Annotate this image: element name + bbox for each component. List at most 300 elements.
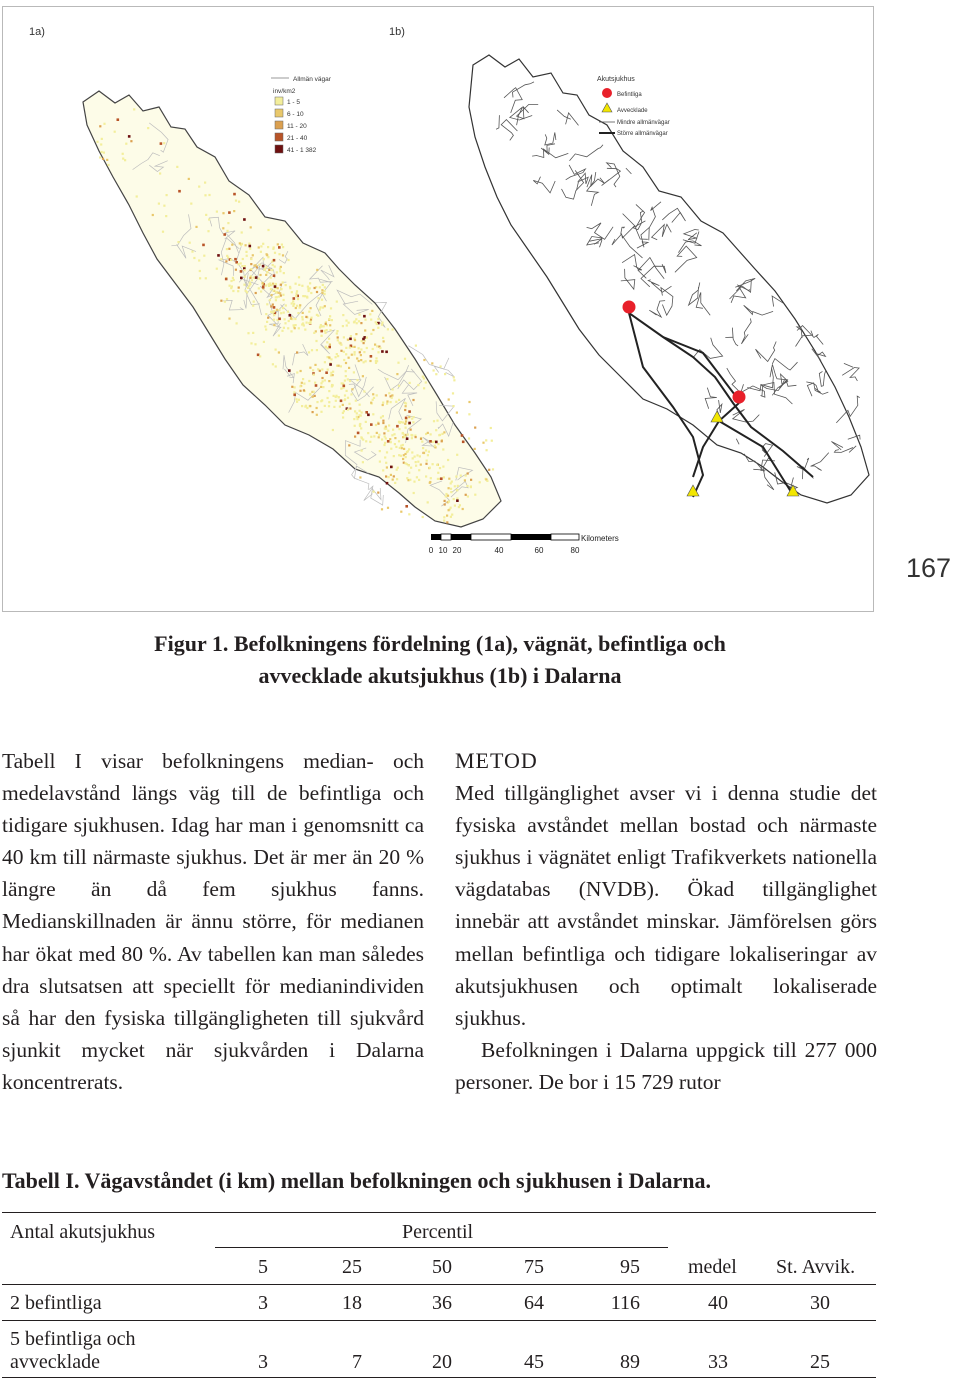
population-dot <box>280 266 282 268</box>
population-dot <box>267 229 269 231</box>
population-dot <box>382 337 384 339</box>
population-dot <box>319 286 321 288</box>
population-dot <box>433 420 435 422</box>
population-dot <box>338 342 340 344</box>
legend-existing-label: Befintliga <box>617 92 642 98</box>
population-dot <box>406 437 409 440</box>
population-dot <box>359 404 361 406</box>
population-dot <box>291 291 293 293</box>
population-dot <box>238 287 240 289</box>
population-dot <box>359 351 361 353</box>
population-dot <box>335 356 337 358</box>
population-dot <box>444 500 446 502</box>
population-dot <box>392 388 394 390</box>
existing-hospital-marker <box>623 301 636 314</box>
population-dot <box>266 271 268 273</box>
population-dot <box>243 218 246 221</box>
population-dot <box>360 427 362 429</box>
population-dot <box>393 475 395 477</box>
population-dot <box>330 307 332 309</box>
population-dot <box>316 269 318 271</box>
population-dot <box>462 441 465 444</box>
population-dot <box>420 438 422 440</box>
population-dot <box>257 354 260 357</box>
population-dot <box>295 295 297 297</box>
population-dot <box>448 487 450 489</box>
population-dot <box>431 362 433 364</box>
method-paragraph-1: Med tillgänglighet avser vi i denna studie det fysiska avståndet mellan bostad och närmaste sjukhus i vägnätet enligt Trafikverkets nationella vägdatabas (NVDB). Ökad tillgänglighet innebär att avståndet minskar. Jämförelsen görs mellan befintliga och tidigare lokaliseringar av akutsjukhusen och optimalt lokaliserade sjukhus. <box>455 781 877 1030</box>
row-2-label: 5 befintliga och <box>10 1328 136 1350</box>
population-dot <box>388 392 390 394</box>
population-dot <box>252 277 254 279</box>
population-dot <box>272 264 274 266</box>
method-paragraph-2: Befolkningen i Dalarna uppgick till 277 000 personer. De bor i 15 729 rutor <box>455 1037 877 1094</box>
population-dot <box>392 429 394 431</box>
population-dot <box>322 380 324 382</box>
population-dot <box>440 477 443 480</box>
population-dot <box>243 284 245 286</box>
population-dot <box>391 434 393 436</box>
population-dot <box>336 332 338 334</box>
population-dot <box>233 210 235 212</box>
population-dot <box>315 384 318 387</box>
population-dot <box>404 436 406 438</box>
legend-swatch <box>275 133 283 141</box>
row-1-p5: 3 <box>258 1292 268 1314</box>
population-dot <box>373 435 375 437</box>
population-dot <box>226 248 228 250</box>
population-dot <box>433 369 435 371</box>
legend-population <box>271 76 332 154</box>
population-dot <box>320 306 322 308</box>
population-dot <box>367 414 370 417</box>
population-dot <box>387 328 389 330</box>
road-segment <box>844 363 853 367</box>
population-dot <box>345 347 347 349</box>
population-dot <box>278 351 280 353</box>
population-dot <box>381 324 383 326</box>
population-dot <box>401 447 403 449</box>
population-dot <box>301 285 303 287</box>
population-dot <box>361 450 363 452</box>
population-dot <box>350 335 352 337</box>
population-dot <box>374 344 376 346</box>
population-dot <box>454 505 456 507</box>
population-dot <box>260 251 262 253</box>
scale-unit-label: Kilometers <box>581 534 619 543</box>
population-dot <box>296 351 298 353</box>
population-dot <box>426 460 428 462</box>
population-dot <box>325 323 327 325</box>
population-dot <box>359 476 361 478</box>
population-dot <box>231 285 233 287</box>
population-dot <box>271 294 273 296</box>
population-dot <box>382 420 384 422</box>
population-dot <box>189 242 191 244</box>
population-dot <box>327 397 329 399</box>
population-dot <box>302 295 304 297</box>
population-dot <box>375 424 377 426</box>
population-dot <box>372 393 374 395</box>
population-dot <box>273 324 275 326</box>
population-dot <box>230 280 232 282</box>
population-dot <box>410 434 412 436</box>
population-dot <box>274 285 277 288</box>
population-dot <box>310 292 312 294</box>
population-dot <box>465 474 467 476</box>
population-dot <box>356 357 358 359</box>
population-dot <box>328 390 330 392</box>
population-dot <box>302 312 304 314</box>
population-dot <box>356 379 358 381</box>
population-dot <box>270 305 272 307</box>
population-dot <box>163 205 165 207</box>
population-dot <box>486 480 488 482</box>
population-dot <box>283 299 285 301</box>
population-dot <box>390 474 392 476</box>
population-dot <box>270 288 272 290</box>
distance-table <box>2 1212 876 1379</box>
population-dot <box>266 321 268 323</box>
population-dot <box>275 299 277 301</box>
population-dot <box>345 362 347 364</box>
population-dot <box>314 382 316 384</box>
legend-existing-marker <box>602 88 612 98</box>
population-dot <box>413 492 415 494</box>
population-dot <box>453 379 455 381</box>
population-dot <box>295 324 297 326</box>
population-dot <box>408 513 410 515</box>
population-dot <box>303 324 305 326</box>
population-dot <box>275 349 277 351</box>
population-dot <box>387 430 389 432</box>
col-header-p50: 50 <box>432 1256 452 1278</box>
population-dot <box>276 309 278 311</box>
population-dot <box>440 365 442 367</box>
population-dot <box>199 277 201 279</box>
population-dot <box>397 362 399 364</box>
legend-class-label: 21 - 40 <box>287 135 308 142</box>
population-dot <box>349 407 351 409</box>
population-dot <box>438 434 440 436</box>
population-dot <box>232 277 234 279</box>
col-header-p95: 95 <box>620 1256 640 1278</box>
population-dot <box>385 462 387 464</box>
population-dot <box>323 325 325 327</box>
population-dot <box>321 292 323 294</box>
population-dot <box>280 284 282 286</box>
population-dot <box>407 434 409 436</box>
population-dot <box>349 380 351 382</box>
population-dot <box>375 357 377 359</box>
population-dot <box>427 501 429 503</box>
table-header-label: Antal akutsjukhus <box>10 1221 155 1243</box>
population-dot <box>369 313 371 315</box>
population-dot <box>355 318 357 320</box>
population-dot <box>266 254 268 256</box>
population-dot <box>208 194 210 196</box>
population-dot <box>394 443 396 445</box>
population-dot <box>216 268 218 270</box>
population-dot <box>393 433 395 435</box>
population-dot <box>344 394 346 396</box>
population-dot <box>448 478 450 480</box>
population-dot <box>474 427 476 429</box>
population-dot <box>204 182 206 184</box>
population-dot <box>444 373 446 375</box>
population-dot <box>386 482 389 485</box>
population-dot <box>101 138 103 140</box>
population-dot <box>381 322 383 324</box>
population-dot <box>370 333 372 335</box>
population-dot <box>378 436 380 438</box>
population-dot <box>299 307 301 309</box>
population-dot <box>293 297 296 300</box>
population-dot <box>396 373 398 375</box>
panel-a-label: 1a) <box>29 26 45 38</box>
population-dot <box>317 297 319 299</box>
population-dot <box>268 269 270 271</box>
population-dot <box>356 322 358 324</box>
population-dot <box>314 287 316 289</box>
population-dot <box>390 466 393 469</box>
population-dot <box>225 260 227 262</box>
population-dot <box>415 436 417 438</box>
population-dot <box>410 429 412 431</box>
population-dot <box>324 405 326 407</box>
population-dot <box>278 309 280 311</box>
population-dot <box>343 385 346 388</box>
population-dot <box>343 336 345 338</box>
row-1-mean: 40 <box>708 1292 728 1314</box>
population-dot <box>233 193 236 196</box>
population-dot <box>250 342 252 344</box>
population-dot <box>411 437 413 439</box>
population-dot <box>358 347 360 349</box>
population-dot <box>350 393 352 395</box>
population-dot <box>330 372 332 374</box>
population-dot <box>320 411 322 413</box>
population-dot <box>454 485 456 487</box>
scale-tick-label: 40 <box>494 546 504 555</box>
population-dot <box>299 304 301 306</box>
population-dot <box>408 410 411 413</box>
population-dot <box>364 329 366 331</box>
population-dot <box>228 248 230 250</box>
population-dot <box>267 246 269 248</box>
legend-swatch <box>275 97 283 105</box>
population-dot <box>404 402 406 404</box>
population-dot <box>281 330 283 332</box>
population-dot <box>271 269 273 271</box>
population-dot <box>425 381 427 383</box>
population-dot <box>295 293 297 295</box>
population-dot <box>461 434 464 437</box>
population-dot <box>346 390 348 392</box>
population-dot <box>278 318 281 321</box>
population-dot <box>445 495 447 497</box>
population-dot <box>328 405 330 407</box>
legend-hospitals-title: Akutsjukhus <box>597 76 635 83</box>
population-dot <box>133 108 135 110</box>
population-dot <box>308 351 310 353</box>
population-dot <box>296 305 298 307</box>
population-dot <box>322 386 324 388</box>
population-dot <box>448 509 450 511</box>
population-dot <box>443 516 445 518</box>
population-dot <box>322 284 324 286</box>
population-dot <box>248 243 250 245</box>
population-dot <box>304 329 306 331</box>
population-dot <box>294 318 296 320</box>
population-dot <box>252 332 254 334</box>
legend-class-label: 1 - 5 <box>287 99 301 106</box>
population-dot <box>340 365 342 367</box>
population-dot <box>388 424 390 426</box>
population-dot <box>321 368 323 370</box>
population-dot <box>417 461 419 463</box>
population-dot <box>375 360 377 362</box>
population-dot <box>258 246 260 248</box>
population-dot <box>324 332 326 334</box>
population-dot <box>250 226 252 228</box>
population-dot <box>441 433 443 435</box>
population-dot <box>287 327 289 329</box>
population-dot <box>451 481 453 483</box>
population-dot <box>441 440 443 442</box>
row-2-p50: 20 <box>432 1351 452 1373</box>
population-dot <box>353 371 355 373</box>
population-dot <box>122 158 124 160</box>
population-dot <box>394 437 396 439</box>
population-dot <box>353 321 355 323</box>
population-dot <box>436 420 438 422</box>
population-dot <box>289 287 291 289</box>
population-dot <box>208 218 210 220</box>
population-dot <box>456 489 458 491</box>
population-dot <box>198 186 200 188</box>
left-paragraph: Tabell I visar befolkningens median- och medelavstånd längs väg till de befintliga och tidigare sjukhusen. Idag har man i genomsnitt ca 40 km till närmaste sjukhus. Det är mer än 20 % längre än då fem sjukhus fanns. Medianskillnaden är ännu större, för medianen har ökat med 80 %. Av tabellen kan man således dra slutsatsen att speciellt för medianindividen så har den fysiska tillgängligheten till sjukvård sjunkit mycket när sjukvården i Dalarna koncentrerats. <box>2 749 424 1094</box>
road-segment <box>842 368 859 381</box>
population-dot <box>349 347 351 349</box>
population-dot <box>390 401 392 403</box>
population-dot <box>354 410 356 412</box>
row-1-p50: 36 <box>432 1292 452 1314</box>
population-dot <box>106 159 108 161</box>
population-dot <box>385 394 387 396</box>
population-dot <box>259 274 261 276</box>
population-dot <box>309 282 311 284</box>
population-dot <box>429 467 431 469</box>
population-dot <box>273 306 276 309</box>
percentile-rule <box>215 1247 668 1248</box>
col-header-p5: 5 <box>258 1256 268 1278</box>
population-dot <box>279 270 281 272</box>
population-dot <box>415 345 417 347</box>
population-dot <box>235 200 237 202</box>
population-dot <box>278 296 280 298</box>
population-dot <box>316 414 318 416</box>
figure-maps <box>3 7 873 611</box>
population-dot <box>304 406 306 408</box>
population-dot <box>379 461 381 463</box>
population-dot <box>351 388 353 390</box>
population-dot <box>382 402 384 404</box>
population-dot <box>313 374 315 376</box>
population-dot <box>324 379 326 381</box>
population-dot <box>250 268 252 270</box>
population-dot <box>277 243 279 245</box>
population-dot <box>442 466 444 468</box>
population-dot <box>125 143 127 145</box>
population-dot <box>429 481 431 483</box>
population-dot <box>386 400 388 402</box>
population-dot <box>383 340 385 342</box>
row-1-p25: 18 <box>342 1292 362 1314</box>
population-dot <box>376 345 378 347</box>
population-dot <box>370 423 373 426</box>
population-dot <box>100 143 102 145</box>
population-dot <box>400 511 402 513</box>
row-1-p95: 116 <box>610 1292 640 1314</box>
population-dot <box>243 269 245 271</box>
population-dot <box>273 314 275 316</box>
population-dot <box>316 401 318 403</box>
legend-class-label: 6 - 10 <box>287 111 304 118</box>
population-dot <box>245 244 247 246</box>
population-dot <box>256 266 258 268</box>
population-dot <box>316 314 318 316</box>
population-dot <box>250 263 252 265</box>
population-dot <box>287 311 289 313</box>
population-dot <box>468 437 470 439</box>
population-dot <box>294 386 296 388</box>
population-dot <box>248 285 250 287</box>
population-dot <box>198 259 200 261</box>
population-dot <box>321 299 323 301</box>
population-dot <box>353 353 355 355</box>
population-dot <box>391 397 393 399</box>
population-dot <box>249 245 252 248</box>
population-dot <box>365 440 367 442</box>
population-dot <box>423 387 425 389</box>
population-dot <box>299 390 301 392</box>
population-dot <box>258 287 260 289</box>
population-dot <box>288 320 290 322</box>
row-1-bottom-rule <box>2 1320 876 1321</box>
population-dot <box>482 442 484 444</box>
population-dot <box>365 421 367 423</box>
table-percentile-label: Percentil <box>402 1221 474 1243</box>
population-dot <box>247 332 249 334</box>
population-dot <box>332 429 334 431</box>
population-dot <box>226 230 228 232</box>
population-dot <box>363 351 365 353</box>
population-dot <box>355 333 357 335</box>
population-dot <box>385 426 387 428</box>
col-header-sd: St. Avvik. <box>776 1256 856 1278</box>
population-dot <box>253 301 255 303</box>
population-dot <box>346 324 348 326</box>
left-column <box>2 745 424 1098</box>
population-dot <box>276 319 278 321</box>
population-dot <box>432 441 434 443</box>
population-dot <box>265 328 267 330</box>
legend-road-label: Allmän vägar <box>293 76 331 83</box>
population-dot <box>103 152 105 154</box>
population-dot <box>360 354 362 356</box>
population-dot <box>285 304 287 306</box>
